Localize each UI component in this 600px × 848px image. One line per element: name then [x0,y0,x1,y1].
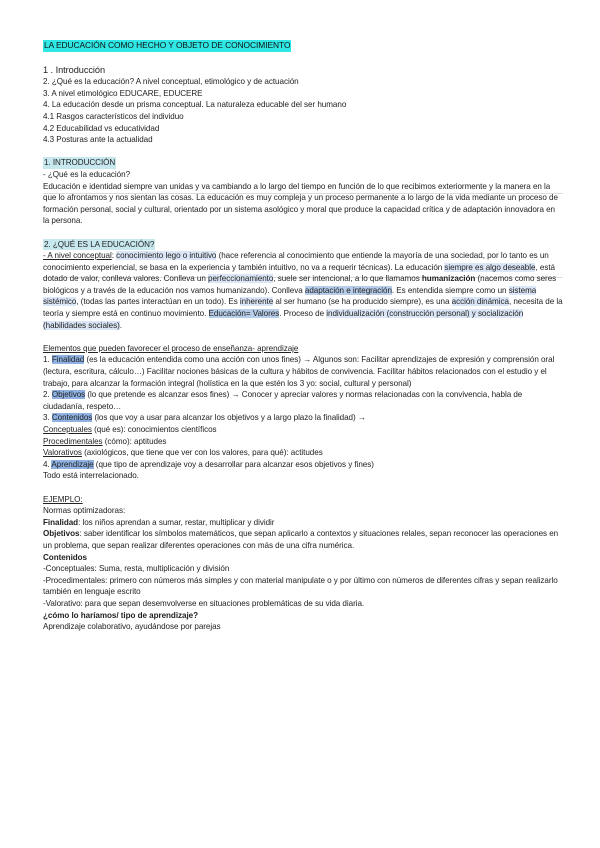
toc-item: 3. A nivel etimológico EDUCARE, EDUCERE [43,88,203,98]
toc-item: 1 . Introducción [43,64,106,75]
toc-item: 4.3 Posturas ante la actualidad [43,135,153,145]
example-line: -Conceptuales: Suma, resta, multiplicación y división [43,564,230,574]
example-line: ¿cómo lo haríamos/ tipo de aprendizaje? [43,610,199,620]
list-item: 2. Objetivos (lo que pretende es alcanzar esos fines) → Conocer y apreciar valores y normas relacionadas con la convivencia, habla de ciudadanía, respeto… [43,390,523,411]
section-heading: EJEMPLO: [43,494,83,504]
document-page [43,40,563,633]
example-line: Finalidad: los niños aprendan a sumar, restar, multiplicar y dividir [43,517,275,527]
table-of-contents [43,65,563,146]
example-line: Aprendizaje colaborativo, ayudándose por parejas [43,622,221,632]
toc-item: 4.2 Educabilidad vs educatividad [43,123,160,133]
section-ejemplo [43,494,563,633]
toc-item: 4. La educación desde un prisma conceptual. La naturaleza educable del ser humano [43,100,347,110]
section-body: - A nivel conceptual: conocimiento lego o intuitivo (hace referencia al conocimiento que entiende la mayoría de una sociedad, por lo tanto es un conocimiento experiencial, se basa en la experiencia y también intuitivo, no va a requerir técnicas). La educación siempre es algo deseable, está dotado de valor, conlleva valores. Conlleva un perfeccionamiento, suele ser intencional, a lo que llamamos humanización (nacemos como seres biológicos y a través de la educación nos vamos humanizando). Conlleva adaptación e integración. Es entendida siempre como un sistema sistémico, (todas las partes interactúan en un todo). Es inherente al ser humano (se ha producido siempre), es una acción dinámica, necesita de la teoría y siempre está en continuo movimiento. Educación= Valores. Proceso de individualización (construcción personal) y socialización (habilidades sociales). [43,251,563,330]
list-item: 1. Finalidad (es la educación entendida como una acción con unos fines) → Algunos son: Facilitar aprendizajes de expresión y comprensión oral (lectura, escritura, cálculo…) Facilitar nociones básicas de la cultura y hábitos de convivencia. Facilitar hábitos relacionados con el estudio y el trabajo, para alcanzar la formación integral (holística en la que estén los 3 yo: social, cultural y personal) [43,355,555,388]
example-line: Normas optimizadoras: [43,506,126,516]
document-title: LA EDUCACIÓN COMO HECHO Y OBJETO DE CONOCIMIENTO [44,40,291,50]
list-item: Valorativos (axiológicos, que tiene que ver con los valores, para qué): actitudes [43,448,323,458]
list-item: 4. Aprendizaje (que tipo de aprendizaje voy a desarrollar para alcanzar esos objetivos y fines) [43,459,374,469]
section-elementos [43,343,563,482]
example-line: -Valorativo: para que sepan desemvolverse en situaciones problemáticas de su vida diaria. [43,598,365,608]
toc-item: 2. ¿Qué es la educación? A nivel conceptual, etimológico y de actuación [43,77,299,87]
section-body: Educación e identidad siempre van unidas y va cambiando a lo largo del tiempo en función de lo que recibimos exteriormente y la manera en la que lo afrontamos y nos sientan las cosas. La educación es muy compleja y un proceso permanente a lo largo de la vida mediante un proceso de formación personal, social y cultural, orientado por un sistema asológico y moral que produce la capacidad crítica y de adaptación innovadora en la persona. [43,181,558,226]
section-heading: Elementos que pueden favorecer el proceso de enseñanza- aprendizaje [43,343,299,353]
toc-item: 4.1 Rasgos característicos del individuo [43,111,184,121]
example-line: Objetivos: saber identificar los símbolos matemáticos, que sepan aplicarlo a contextos y situaciones relales, sepan reconocer las operaciones en un problema, que sepan realizar diferentes operaciones con más de una cifra numérica. [43,529,559,550]
closing-line: Todo está interrelacionado. [43,471,139,481]
section-question: - ¿Qué es la educación? [43,169,131,179]
example-line: Contenidos [43,552,88,562]
list-item: Procedimentales (cómo): aptitudes [43,436,167,446]
section-introduccion [43,157,563,227]
section-heading: 2. ¿QUÉ ES LA EDUCACIÓN? [44,239,155,249]
list-item: 3. Contenidos (los que voy a usar para alcanzar los objetivos y a largo plazo la finalidad) → [43,413,366,423]
section-que-es [43,239,563,332]
list-item: Conceptuales (qué es): conocimientos científicos [43,425,217,434]
example-line: -Procedimentales: primero con números más simples y con material manipulate o y por último con números de diferentes cifras y sepan realizarlo también en lenguaje escrito [43,575,558,597]
section-heading: 1. INTRODUCCIÓN [44,158,116,168]
